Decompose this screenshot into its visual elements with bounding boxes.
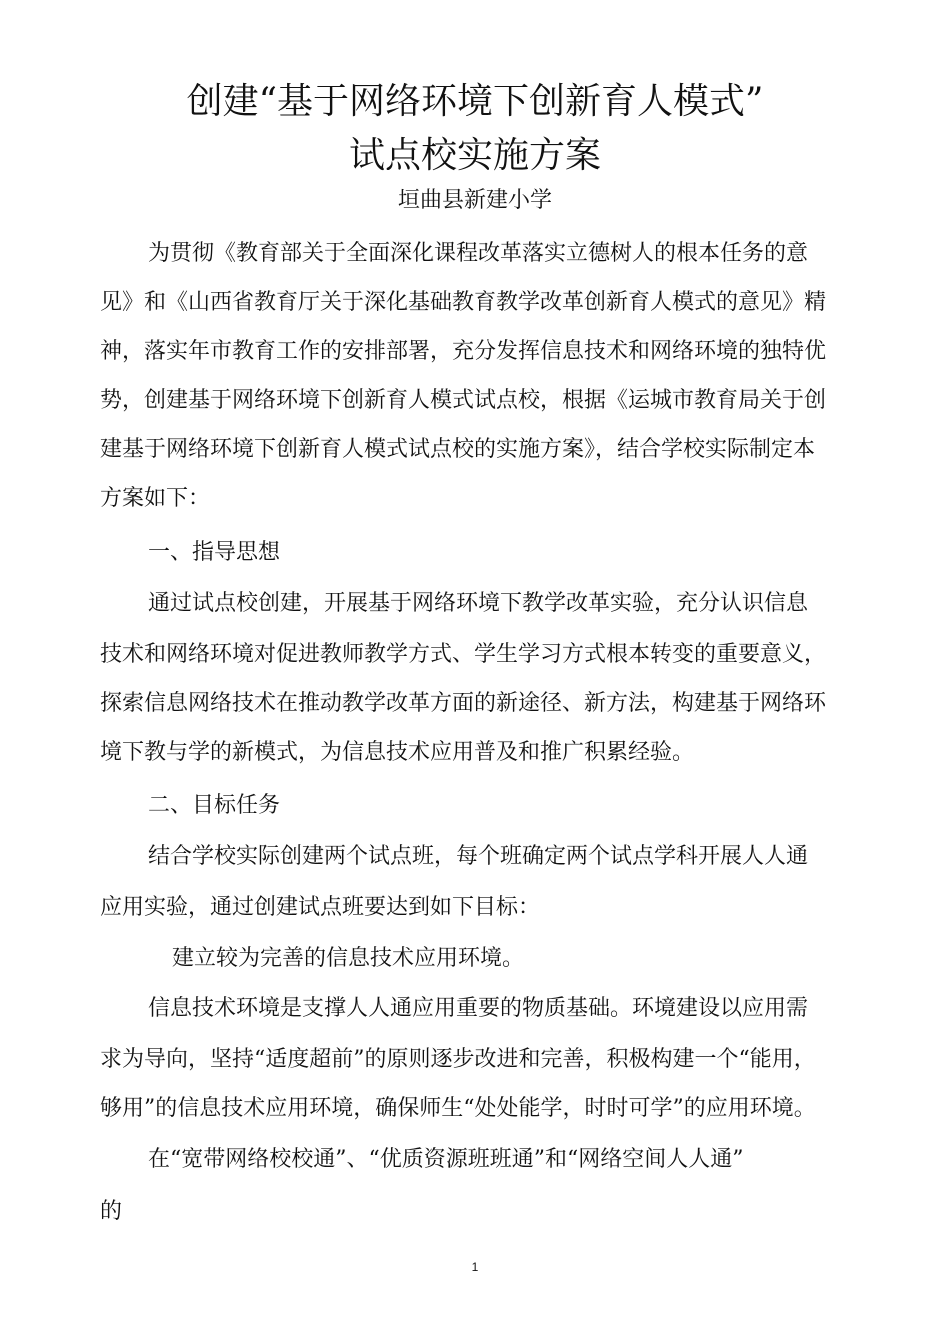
paragraph-goals-line: 结合学校实际创建两个试点班，每个班确定两个试点学科开展人人通	[148, 844, 809, 869]
paragraph-intro-line: 见》和《山西省教育厅关于深化基础教育教学改革创新育人模式的意见》精	[100, 290, 827, 315]
document-title-line-2: 试点校实施方案	[348, 135, 601, 176]
paragraph-goals-line: 应用实验，通过创建试点班要达到如下目标：	[100, 895, 541, 920]
paragraph-environment-line: 信息技术环境是支撑人人通应用重要的物质基础。环境建设以应用需	[148, 996, 809, 1021]
paragraph-guiding-line: 境下教与学的新模式，为信息技术应用普及和推广积累经验。	[100, 740, 695, 765]
paragraph-guiding-line: 技术和网络环境对促进教师教学方式、学生学习方式根本转变的重要意义，	[100, 642, 827, 667]
paragraph-intro-line: 建基于网络环境下创新育人模式试点校的实施方案》，结合学校实际制定本	[100, 437, 816, 462]
paragraph-three-links-line: 在“宽带网络校校通”、“优质资源班班通”和“网络空间人人通”	[148, 1147, 744, 1172]
paragraph-guiding-line: 通过试点校创建，开展基于网络环境下教学改革实验，充分认识信息	[148, 591, 809, 616]
paragraph-three-links-line: 的	[100, 1199, 123, 1224]
section-heading-goals: 二、目标任务	[148, 793, 281, 818]
paragraph-intro-line: 方案如下：	[100, 486, 211, 511]
paragraph-guiding-line: 探索信息网络技术在推动教学改革方面的新途径、新方法，构建基于网络环	[100, 691, 827, 716]
document-author: 垣曲县新建小学	[397, 188, 552, 213]
section-heading-guiding-ideology: 一、指导思想	[148, 540, 281, 565]
goal-item-environment: 建立较为完善的信息技术应用环境。	[172, 946, 525, 971]
paragraph-intro-line: 神，落实年市教育工作的安排部署，充分发挥信息技术和网络环境的独特优	[100, 339, 827, 364]
paragraph-environment-line: 求为导向，坚持“适度超前”的原则逐步改进和完善，积极构建一个“能用，	[100, 1047, 816, 1072]
paragraph-intro-line: 势，创建基于网络环境下创新育人模式试点校，根据《运城市教育局关于创	[100, 388, 827, 413]
document-title-line-1: 创建“基于网络环境下创新育人模式”	[186, 81, 764, 122]
paragraph-intro-line: 为贯彻《教育部关于全面深化课程改革落实立德树人的根本任务的意	[148, 241, 809, 266]
page-number: 1	[471, 1260, 479, 1274]
paragraph-environment-line: 够用”的信息技术应用环境，确保师生“处处能学，时时可学”的应用环境。	[100, 1096, 816, 1121]
